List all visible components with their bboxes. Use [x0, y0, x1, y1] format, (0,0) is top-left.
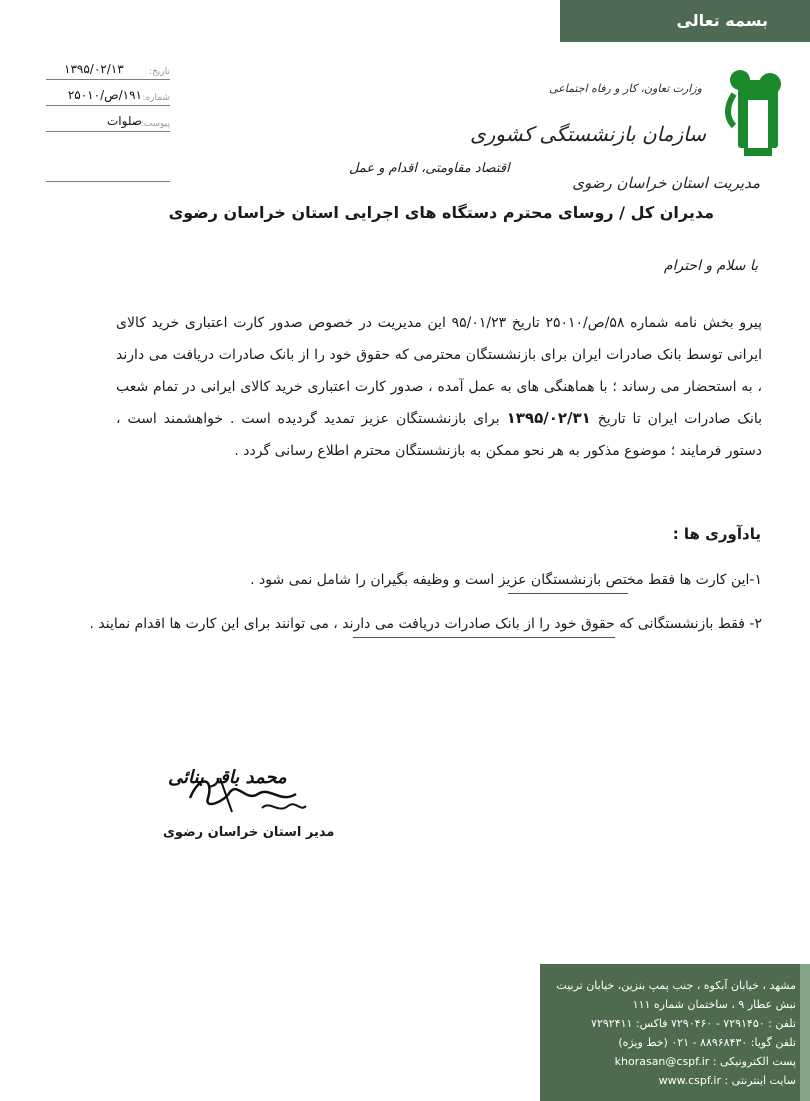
header-banner: بسمه تعالی — [560, 0, 810, 42]
organization-emblem-icon — [722, 66, 788, 160]
attachment-value: صلوات — [107, 114, 142, 128]
organization-logo — [469, 64, 788, 192]
extra-row — [46, 158, 170, 182]
date-row — [46, 56, 170, 80]
salutation: با سلام و احترام — [663, 258, 758, 274]
reminder-item-1: ۱-این کارت ها فقط مختص بازنشستگان عزیز است و وظیفه بگیران را شامل نمی شود . — [250, 572, 762, 588]
email-line: پست الکترونیکی : khorasan@cspf.ir — [614, 1055, 796, 1068]
signature-scribble-icon — [180, 764, 330, 824]
hotline-line: تلفن گویا: ۸۸۹۶۸۴۳۰ - ۰۲۱ (خط ویژه) — [618, 1036, 796, 1049]
underline-2 — [353, 637, 615, 638]
organization-name: سازمان بازنشستگی کشوری — [469, 122, 706, 146]
reminder-item-2: ۲- فقط بازنشستگانی که حقوق خود را از بانک صادرات دریافت می دارند ، می توانند برای این کارت ها اقدام نمایند . — [89, 616, 762, 632]
address-line-2: نبش عطار ۹ ، ساختمان شماره ۱۱۱ — [632, 998, 796, 1011]
number-label: شماره: — [142, 93, 170, 103]
motto: اقتصاد مقاومتی، اقدام و عمل — [349, 161, 510, 176]
underline-1 — [508, 593, 628, 594]
letter-body — [116, 308, 762, 468]
attachment-label: پیوست: — [140, 119, 170, 129]
phone-line: تلفن : ۷۲۹۱۴۵۰ - ۷۲۹۰۴۶۰ فاکس: ۷۲۹۲۴۱۱ — [591, 1017, 796, 1030]
date-value: ۱۳۹۵/۰۲/۱۳ — [64, 62, 124, 76]
extension-date: ۱۳۹۵/۰۲/۳۱ — [506, 409, 591, 428]
attachment-row — [46, 108, 170, 132]
recipient: مدیران کل / روسای محترم دستگاه های اجرایی استان خراسان رضوی — [168, 203, 714, 222]
date-label: تاریخ: — [149, 67, 170, 77]
signatory-name: محمد باقر بنائی — [168, 767, 287, 788]
signatory-title: مدیر استان خراسان رضوی — [163, 825, 335, 840]
number-value: ۱۹۱/ص/۲۵۰۱۰ — [67, 88, 142, 102]
footer-accent-bar — [800, 964, 810, 1101]
department-name: مدیریت استان خراسان رضوی — [572, 174, 760, 192]
address-line-1: مشهد ، خیابان آبکوه ، جنب پمپ بنزین، خیابان تربیت — [556, 979, 796, 992]
body-text-part-1: پیرو بخش نامه شماره ۵۸/ص/۲۵۰۱۰ تاریخ ۹۵/۰۱/۲۳ این مدیریت در خصوص صدور کارت اعتباری خرید کالای ایرانی توسط بانک صادرات ایران برای بازنشستگان محترمی که حقوق خود را از بانک صادرات دریافت می دارند ، به استحضار می رساند ؛ با هماهنگی های به عمل آمده ، صدور کارت اعتباری خرید کالای ایرانی در تمام شعب بانک صادرات ایران تا تاریخ — [116, 315, 763, 428]
ministry-text: وزارت تعاون، کار و رفاه اجتماعی — [548, 82, 702, 95]
reminders-title: یادآوری ها : — [672, 525, 761, 543]
number-row — [46, 82, 170, 106]
website-line: سایت اینترنتی : www.cspf.ir — [658, 1074, 796, 1087]
contact-footer — [540, 964, 810, 1101]
body-text-part-2: برای بازنشستگان عزیز تمدید گردیده است . خواهشمند است ، دستور فرمایند ؛ موضوع مذکور به هر نحو ممکن به بازنشستگان محترم اطلاع رسانی گردد . — [116, 411, 762, 460]
